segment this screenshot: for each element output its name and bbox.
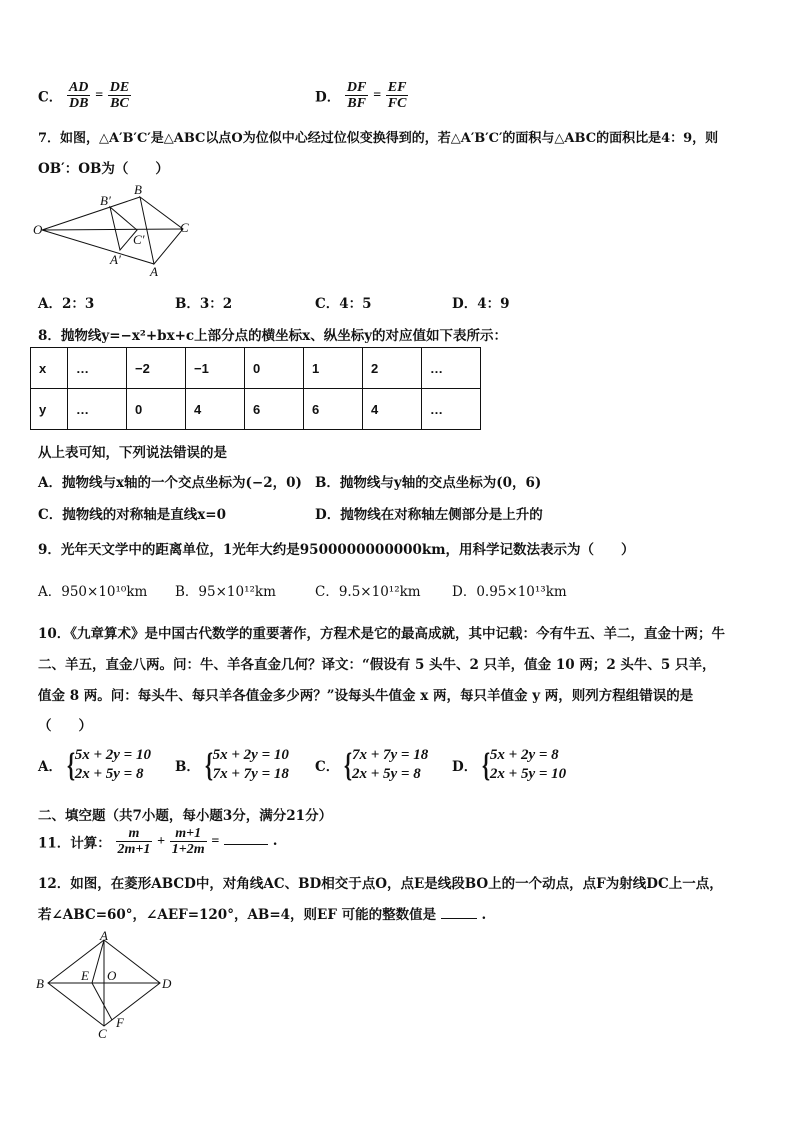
label-bprime: B′ — [100, 193, 111, 208]
triangle-abc — [140, 197, 183, 264]
table-cell: 4 — [186, 389, 245, 430]
table-row — [31, 348, 481, 389]
label-o: O — [107, 968, 117, 983]
table-cell: −1 — [186, 348, 245, 389]
label-f: F — [116, 1015, 124, 1030]
q8-after-table: 从上表可知，下列说法错误的是 — [38, 445, 227, 461]
label-b: B — [36, 976, 44, 991]
label-c: C — [98, 1026, 107, 1041]
fraction: $\frac{m+1}{1+2m}$ — [171, 826, 205, 857]
q7-option-a: A．2：3 — [38, 296, 95, 312]
q8-option-b: B．抛物线与y轴的交点坐标为(0，6) — [315, 475, 542, 491]
q10-option-c: C． { 7x + 7y = 18 2x + 5y = 8 — [315, 747, 429, 784]
q8-option-d: D．抛物线在对称轴左侧部分是上升的 — [315, 507, 543, 523]
label-o: O — [33, 222, 43, 237]
table-cell: 0 — [127, 389, 186, 430]
equation-system: { 5x + 2y = 10 7x + 7y = 18 — [204, 747, 289, 784]
table-cell: … — [422, 348, 481, 389]
table-cell: 0 — [245, 348, 304, 389]
q8-option-a: A．抛物线与x轴的一个交点坐标为(−2，0) — [38, 475, 302, 491]
q10-line2: 二、羊五，直金八两。问：牛、羊各直金几何？译文：“假设有 5 头牛、2 只羊，值金 10 两；2 头牛、5 只羊， — [38, 657, 716, 673]
table-row — [31, 389, 481, 430]
q7-stem-line2: OB′：OB为（ ） — [38, 161, 169, 177]
q9-option-d: D．0.95×10¹³km — [452, 584, 567, 600]
q6-option-c: C． $\frac{AD}{DB}$ = $\frac{DE}{BC}$ — [38, 80, 130, 111]
section-heading: 二、填空题（共7小题，每小题3分，满分21分） — [38, 808, 333, 824]
q8-value-table — [30, 347, 481, 430]
table-cell: 1 — [304, 348, 363, 389]
q11: 11．计算： $\frac{m}{2m+1}$ + $\frac{m+1}{1+2m}$ = . — [38, 826, 278, 857]
q10-option-a: A． { 5x + 2y = 10 2x + 5y = 8 — [38, 747, 151, 784]
q12-rhombus-figure — [32, 930, 182, 1045]
line-oc — [42, 229, 183, 230]
label-cprime: C′ — [133, 232, 145, 247]
q9-option-b: B．95×10¹²km — [175, 584, 276, 600]
fraction: $\frac{DF}{BF}$ — [346, 80, 367, 111]
table-cell: 6 — [245, 389, 304, 430]
q9-option-a: A．950×10¹⁰km — [38, 584, 148, 600]
equation-system: { 7x + 7y = 18 2x + 5y = 8 — [343, 747, 429, 784]
q8-stem: 8．抛物线y=−x²+bx+c上部分点的横坐标x、纵坐标y的对应值如下表所示： — [38, 328, 508, 344]
q7-figure — [30, 180, 210, 280]
table-cell: y — [31, 389, 68, 430]
q10-line4: （ ） — [38, 718, 92, 734]
q9-option-c: C．9.5×10¹²km — [315, 584, 421, 600]
equation-system: { 5x + 2y = 8 2x + 5y = 10 — [481, 747, 567, 784]
q7-option-c: C．4：5 — [315, 296, 372, 312]
table-cell: … — [422, 389, 481, 430]
label-d: D — [162, 976, 172, 991]
table-cell: x — [31, 348, 68, 389]
table-cell: 6 — [304, 389, 363, 430]
fraction: $\frac{AD}{DB}$ — [68, 80, 89, 111]
q7-option-d: D．4：9 — [452, 296, 510, 312]
table-cell: … — [68, 389, 127, 430]
answer-blank — [224, 832, 268, 845]
table-cell: … — [68, 348, 127, 389]
label-e: E — [81, 968, 89, 983]
q12-line2: 若∠ABC=60°，∠AEF=120°，AB=4，则EF 可能的整数值是 . — [38, 907, 487, 923]
q9-stem: 9．光年天文学中的距离单位，1光年大约是9500000000000km，用科学记数法表示为（ ） — [38, 542, 635, 558]
label-a: A — [150, 264, 158, 279]
q12-line1: 12．如图，在菱形ABCD中，对角线AC、BD相交于点O，点E是线段BO上的一个动点，点F为射线DC上一点， — [38, 876, 723, 892]
label-aprime: A′ — [110, 252, 121, 267]
q7-option-b: B．3：2 — [175, 296, 233, 312]
q7-stem-line1: 7．如图，△A′B′C′是△ABC以点O为位似中心经过位似变换得到的，若△A′B′C′的面积与△ABC的面积比是4：9，则 — [38, 131, 719, 146]
table-cell: 2 — [363, 348, 422, 389]
fraction: $\frac{DE}{BC}$ — [109, 80, 130, 111]
table-cell: 4 — [363, 389, 422, 430]
table-cell: −2 — [127, 348, 186, 389]
q10-option-b: B． { 5x + 2y = 10 7x + 7y = 18 — [175, 747, 289, 784]
q8-option-c: C．抛物线的对称轴是直线x=0 — [38, 507, 226, 523]
line-ob — [42, 197, 140, 230]
q6-option-d: D． $\frac{DF}{BF}$ = $\frac{EF}{FC}$ — [315, 80, 407, 111]
segment-ef — [92, 983, 112, 1020]
fraction: $\frac{EF}{FC}$ — [387, 80, 407, 111]
answer-blank — [441, 906, 477, 919]
q10-line1: 10．《九章算术》是中国古代数学的重要著作，方程术是它的最高成就，其中记载：今有牛五、羊二，直金十两；牛 — [38, 626, 726, 642]
fraction: $\frac{m}{2m+1}$ — [117, 826, 151, 857]
q10-line3: 值金 8 两。问：每头牛、每只羊各值金多少两？”设每头牛值金 x 两，每只羊值金 y 两，则列方程组错误的是 — [38, 688, 694, 704]
equation-system: { 5x + 2y = 10 2x + 5y = 8 — [66, 747, 151, 784]
segment-ae — [92, 940, 104, 983]
label-c: C — [180, 220, 189, 235]
q10-option-d: D． { 5x + 2y = 8 2x + 5y = 10 — [452, 747, 567, 784]
label-a: A — [100, 930, 108, 943]
label-b: B — [134, 182, 142, 197]
